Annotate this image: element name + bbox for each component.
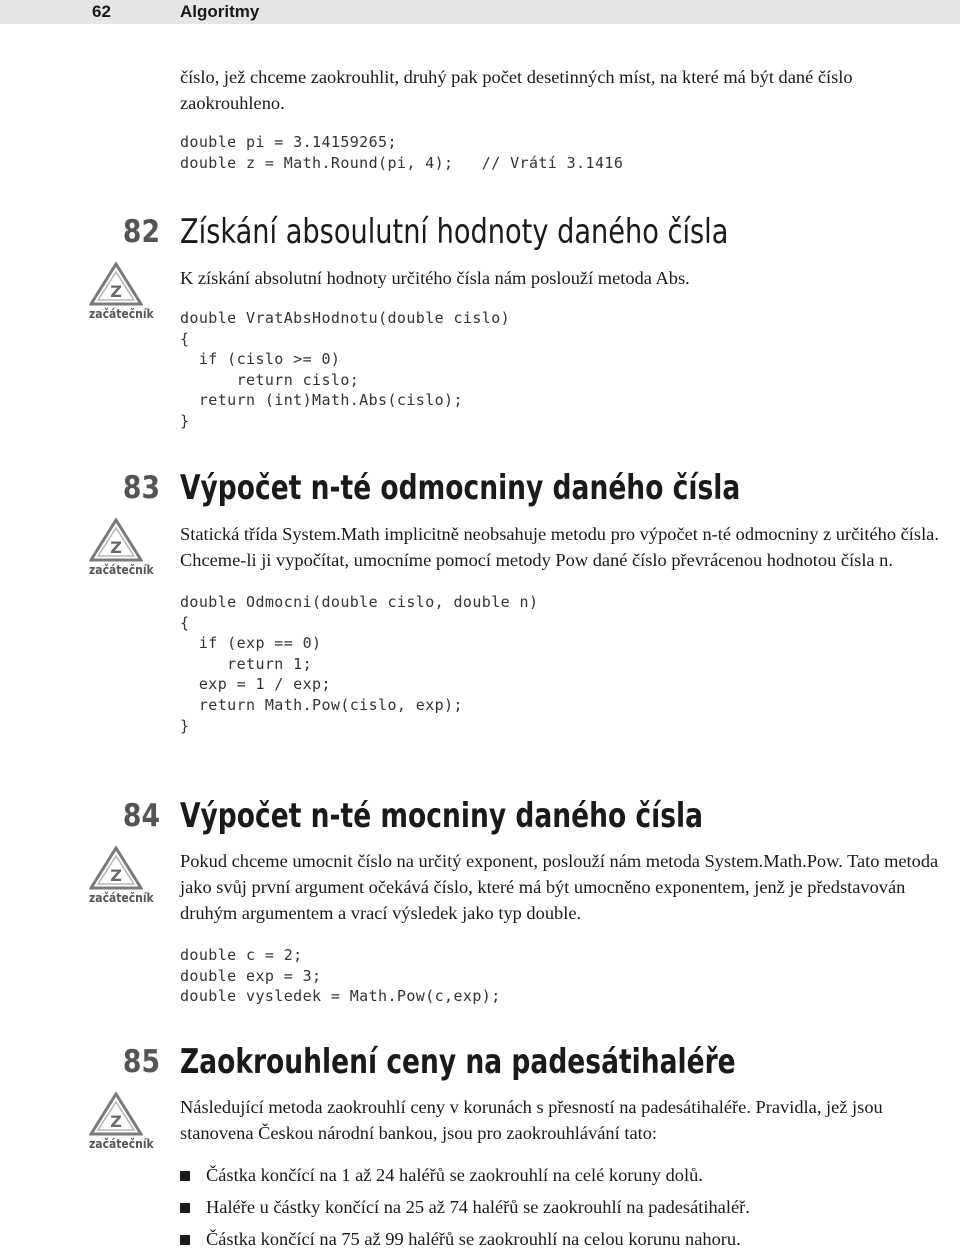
svg-text:Z: Z — [110, 282, 122, 301]
badge-label: začátečník — [89, 563, 154, 577]
section-title: Získání absoulutní hodnoty daného čísla — [180, 212, 729, 252]
section-paragraph: K získání absolutní hodnoty určitého čísla nám poslouží metoda Abs. — [180, 268, 690, 288]
badge-label: začátečník — [89, 307, 154, 321]
section-paragraph: Statická třída System.Math implicitně neobsahuje metodu pro výpočet n-té odmocniny z určitého čísla. Chceme-li ji vypočítat, umocníme pomocí metody Pow dané číslo převrácenou hodnotou čísla n. — [180, 524, 939, 570]
section-number: 82 — [122, 214, 160, 250]
section-paragraph: Pokud chceme umocnit číslo na určitý exponent, poslouží nám metoda System.Math.Pow. Tato metoda jako svůj první argument očekává číslo, které má být umocněno exponentem, jenž je představován druhým argumentem a vrací výsledek jako typ double. — [180, 851, 939, 923]
svg-text:Z: Z — [110, 538, 122, 557]
badge-label: začátečník — [89, 891, 154, 905]
svg-text:Z: Z — [110, 1112, 122, 1131]
section-number: 84 — [122, 798, 160, 834]
intro-code: double pi = 3.14159265; double z = Math.Round(pi, 4); // Vrátí 3.1416 — [180, 133, 624, 172]
section-title: Výpočet n-té mocniny daného čísla — [180, 796, 704, 836]
square-bullet-icon — [180, 1203, 190, 1213]
svg-text:Z: Z — [110, 866, 122, 885]
beginner-triangle-icon — [89, 262, 143, 306]
list-item: Částka končící na 1 až 24 haléřů se zaokrouhlí na celé koruny dolů. — [180, 1162, 958, 1188]
section-body — [180, 265, 958, 432]
code-listing: double Odmocni(double cislo, double n) { if (exp == 0) return 1; exp = 1 / exp; return Math.Pow(cislo, exp); } — [180, 593, 539, 735]
section-paragraph: Následující metoda zaokrouhlí ceny v korunách s přesností na padesátihaléře. Pravidla, jež jsou stanovena Českou národní bankou, jsou pro zaokrouhlávání tato: — [180, 1097, 883, 1143]
badge-label: začátečník — [89, 1137, 154, 1151]
section-body — [180, 848, 958, 1007]
section-body — [180, 521, 958, 736]
list-item: Částka končící na 75 až 99 haléřů se zaokrouhlí na celou korunu nahoru. — [180, 1226, 958, 1252]
code-listing: double c = 2; double exp = 3; double vysledek = Math.Pow(c,exp); — [180, 946, 501, 1006]
section-number: 83 — [122, 470, 160, 506]
section-number: 85 — [122, 1044, 160, 1080]
code-listing: double VratAbsHodnotu(double cislo) { if (cislo >= 0) return cislo; return (int)Math.Abs(cislo); } — [180, 309, 511, 430]
square-bullet-icon — [180, 1171, 190, 1181]
list-item: Haléře u částky končící na 25 až 74 haléřů se zaokrouhlí na padesátihaléř. — [180, 1194, 958, 1220]
difficulty-badge — [86, 846, 154, 905]
section-body — [180, 1094, 958, 1258]
page-header — [0, 0, 960, 24]
beginner-triangle-icon — [89, 846, 143, 890]
rules-list — [180, 1162, 958, 1252]
difficulty-badge — [86, 518, 154, 577]
chapter-title: Algoritmy — [180, 2, 260, 21]
difficulty-badge — [86, 262, 154, 321]
section-title: Zaokrouhlení ceny na padesátihaléře — [180, 1042, 736, 1082]
beginner-triangle-icon — [89, 518, 143, 562]
page-number: 62 — [92, 2, 111, 21]
square-bullet-icon — [180, 1235, 190, 1245]
intro-block — [180, 64, 958, 173]
section-title: Výpočet n-té odmocniny daného čísla — [180, 468, 741, 508]
beginner-triangle-icon — [89, 1092, 143, 1136]
difficulty-badge — [86, 1092, 154, 1151]
intro-paragraph: číslo, jež chceme zaokrouhlit, druhý pak počet desetinných míst, na které má být dané číslo zaokrouhleno. — [180, 67, 853, 113]
